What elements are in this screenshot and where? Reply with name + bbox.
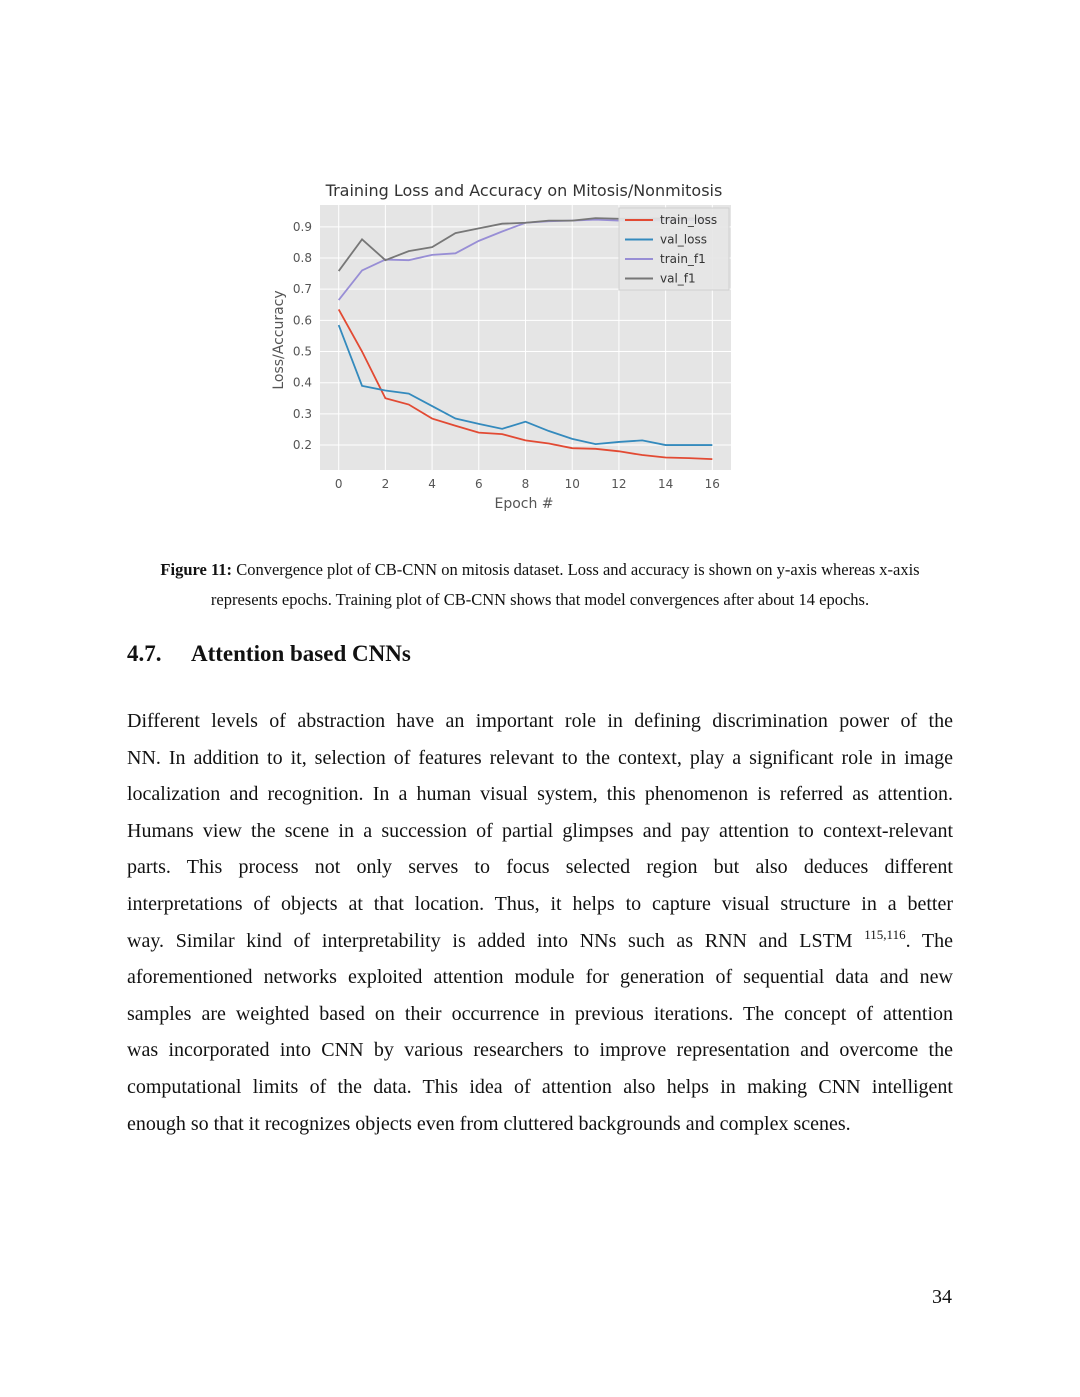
text-line: NN. In addition to it, selection of features relevant to the context, play a significant role in image [127, 746, 953, 769]
text-line [127, 925, 953, 962]
caption-label: Figure 11: [160, 560, 233, 579]
text-segment: way. Similar kind of interpretability is added into NNs such as RNN and LSTM [127, 929, 865, 952]
y-tick-label: 0.5 [292, 344, 312, 359]
y-tick-label: 0.6 [292, 313, 312, 328]
y-tick-label: 0.8 [292, 251, 312, 265]
x-tick-label: 0 [334, 477, 343, 491]
x-tick-label: 2 [381, 477, 390, 491]
text-line: samples are weighted based on their occurrence in previous iterations. The concept of attention [127, 1002, 953, 1025]
text-line: computational limits of the data. This idea of attention also helps in making CNN intelligent [127, 1075, 953, 1098]
convergence-chart [0, 0, 1080, 530]
x-tick-label: 6 [474, 477, 483, 491]
text-line: aforementioned networks exploited attention module for generation of sequential data and new [127, 966, 953, 989]
y-tick-label: 0.7 [292, 282, 312, 297]
caption-line-2: represents epochs. Training plot of CB-CNN shows that model convergences after about 14 epochs. [210, 590, 870, 609]
caption-line-1: Convergence plot of CB-CNN on mitosis dataset. Loss and accuracy is shown on y-axis whereas x-axis [232, 560, 920, 579]
x-tick-label: 4 [428, 477, 436, 491]
x-axis-label: Epoch # [494, 496, 554, 512]
text-line: parts. This process not only serves to focus selected region but also deduces different [127, 856, 953, 879]
legend-label: val_f1 [660, 271, 696, 286]
text-line: was incorporated into CNN by various researchers to improve representation and overcome the [127, 1039, 953, 1062]
y-tick-label: 0.4 [292, 375, 312, 390]
x-tick-label: 16 [704, 477, 720, 491]
x-tick-label: 8 [521, 477, 530, 491]
text-line: Different levels of abstraction have an important role in defining discrimination power of the [127, 710, 953, 732]
x-tick-label: 14 [657, 477, 674, 491]
text-line: interpretations of objects at that location. Thus, it helps to capture visual structure in a better [127, 892, 953, 915]
text-line: Humans view the scene in a succession of partial glimpses and pay attention to context-relevant [127, 819, 953, 842]
text-segment: . The [905, 929, 954, 952]
figure-caption [120, 555, 960, 615]
body-paragraph [127, 705, 953, 1144]
x-tick-label: 10 [564, 477, 580, 491]
y-tick-label: 0.2 [292, 438, 312, 453]
citation[interactable]: 115,116 [864, 926, 906, 942]
legend-label: train_f1 [660, 252, 706, 266]
section-title: Attention based CNNs [191, 641, 411, 666]
chart-title: Training Loss and Accuracy on Mitosis/Nonmitosis [325, 181, 723, 200]
text-line: localization and recognition. In a human visual system, this phenomenon is referred as attention. [127, 783, 953, 806]
y-tick-label: 0.3 [292, 406, 312, 421]
y-tick-label: 0.9 [292, 219, 312, 234]
y-axis-label: Loss/Accuracy [271, 290, 287, 390]
text-line: enough so that it recognizes objects even from cluttered backgrounds and complex scenes. [127, 1112, 851, 1135]
x-tick-label: 12 [611, 477, 627, 491]
section-number: 4.7. [127, 641, 162, 666]
legend-label: train_loss [660, 213, 718, 227]
legend-label: val_loss [660, 232, 707, 247]
section-heading [127, 641, 411, 667]
page-number: 34 [932, 1286, 952, 1308]
